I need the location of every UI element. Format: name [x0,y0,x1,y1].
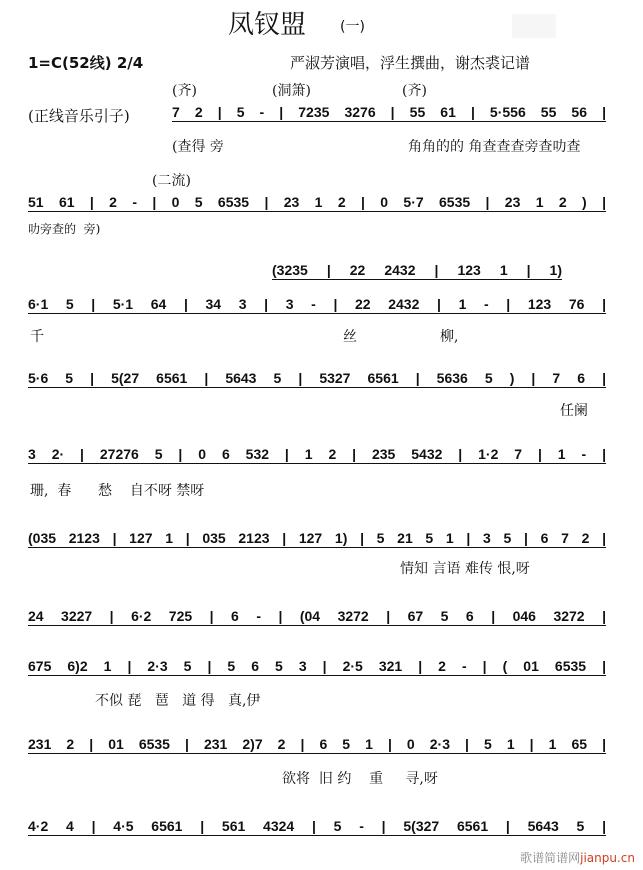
notation-line: 5·6 5 | 5(27 6561 | 5643 5 | 5327 6561 | 5636 5 ) | 7 6 | [28,370,606,386]
notation-line: (035 2123 | 127 1 | 035 2123 | 127 1) | 5 21 5 1 | 3 5 | 6 7 2 | [28,530,606,546]
notation-line: 6·1 5 | 5·1 64 | 34 3 | 3 - | 22 2432 | 1 - | 123 76 | [28,296,606,312]
instrument-label: (二流) [152,173,191,189]
instrument-label: (洞箫) [272,83,311,99]
credits: 严淑芳演唱，浮生撰曲，谢杰裘记谱 [290,54,531,72]
lyrics: 叻旁查的 旁) [28,222,101,236]
watermark [520,849,635,866]
lyrics: 千 [30,329,44,345]
notation-line: 24 3227 | 6·2 725 | 6 - | (04 3272 | 67 5 6 | 046 3272 | [28,608,606,624]
song-title: 凤钗盟 [228,10,307,40]
key-signature: 1=C(52线) 2/4 [28,54,144,72]
lyrics: (查得 旁 [172,139,224,155]
lyrics: 欲将 旧 约 重 寻,呀 [282,771,438,787]
lyrics: 角角的的 角查查查旁查叻查 [408,139,581,155]
watermark-text: 歌谱简谱网 [520,851,581,865]
lyrics: 柳, [440,329,459,345]
notation-line: 4·2 4 | 4·5 6561 | 561 4324 | 5 - | 5(327 6561 | 5643 5 | [28,818,606,834]
notation-line: 231 2 | 01 6535 | 231 2)7 2 | 6 5 1 | 0 2·3 | 5 1 | 1 65 | [28,736,606,752]
song-subtitle: (一) [340,19,365,35]
lyrics: 任阑 [560,403,588,419]
lyrics: 珊, 春 愁 自不呀 禁呀 [30,483,205,499]
lyrics: 不似 琵 琶 道 得 真,伊 [95,693,261,709]
instrument-label: (齐) [172,83,197,99]
blank-patch [512,14,556,38]
intro-label: (正线音乐引子) [28,107,130,125]
watermark-url: jianpu.cn [580,851,635,865]
instrument-label: (齐) [402,83,427,99]
lyrics: 情知 言语 难传 恨,呀 [400,561,530,577]
notation-line: 51 61 | 2 - | 0 5 6535 | 23 1 2 | 0 5·7 6535 | 23 1 2 ) | [28,194,606,210]
notation-line: 7 2 | 5 - | 7235 3276 | 55 61 | 5·556 55 56 | [172,104,606,120]
notation-line-upper: (3235 | 22 2432 | 123 1 | 1) [272,262,562,278]
notation-line: 3 2· | 27276 5 | 0 6 532 | 1 2 | 235 5432 | 1·2 7 | 1 - | [28,446,606,462]
lyrics: 丝 [343,329,357,345]
notation-line: 675 6)2 1 | 2·3 5 | 5 6 5 3 | 2·5 321 | 2 - | ( 01 6535 | [28,658,606,674]
